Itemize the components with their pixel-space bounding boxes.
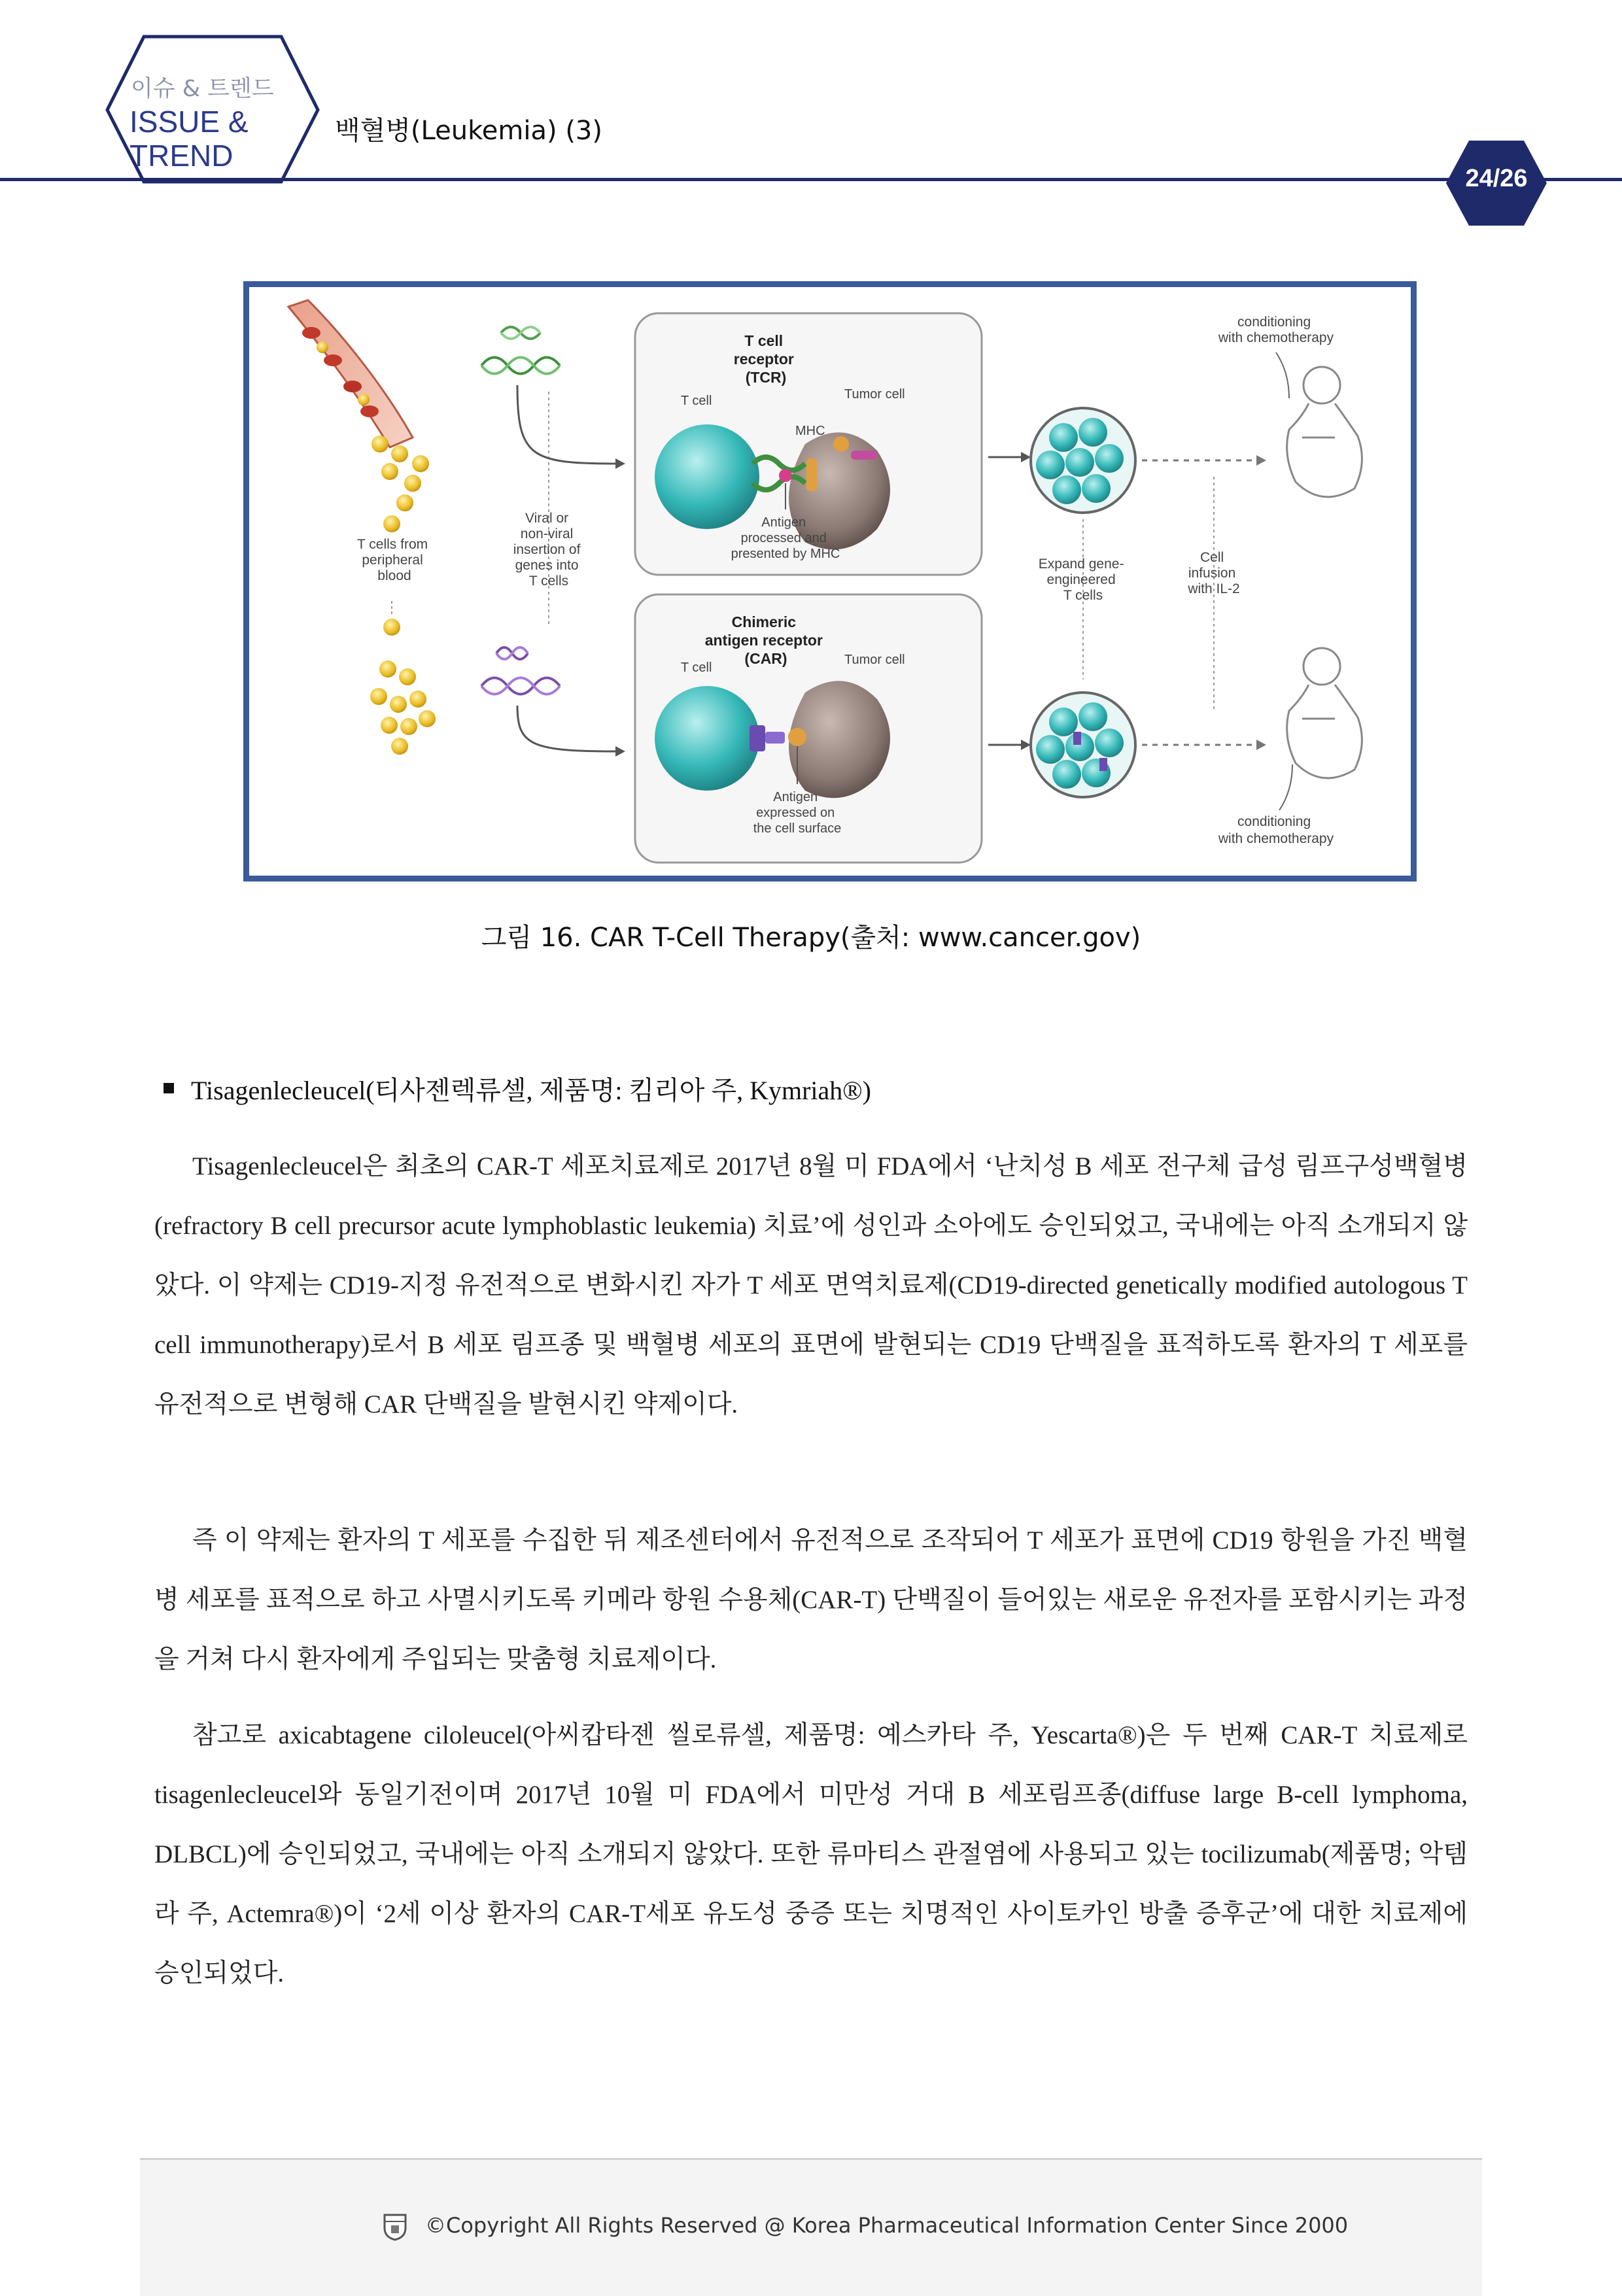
- tcells-blood-label: T cells from peripheral blood: [357, 537, 428, 583]
- issue-en-line2: TREND: [129, 139, 233, 173]
- kpic-shield-icon: [382, 2212, 408, 2241]
- tcells-from-blood-icon: [370, 436, 436, 755]
- paragraph-2-text: 즉 이 약제는 환자의 T 세포를 수집한 뒤 제조센터에서 유전적으로 조작되어 T 세포가 표면에 CD19 항원을 가진 백혈병 세포를 표적으로 하고 사멸시키도록 키메라 항원 수용체(CAR-T) 단백질이 들어있는 새로운 유전자를 포함시키는 과정을 거쳐 다시 환자에게 주입되는 맞춤형 치료제이다.: [154, 1526, 1468, 1673]
- issue-kor-label: 이슈 & 트렌드: [131, 76, 274, 102]
- section-bullet-heading: Tisagenlecleucel(티사젠렉류셀, 제품명: 킴리아 주, Kymriah®): [191, 1076, 871, 1105]
- mhc-label: MHC: [795, 424, 825, 438]
- paragraph-3: [154, 1705, 1468, 2003]
- antigen-mhc-label: Antigen processed and presented by MHC: [731, 515, 840, 561]
- expand-label: Expand gene- engineered T cells: [1038, 557, 1124, 603]
- paragraph-2: [154, 1511, 1468, 1689]
- conditioning-bottom-label: conditioning with chemotherapy: [1218, 814, 1334, 846]
- figure-caption: 그림 16. CAR T-Cell Therapy(출처: www.cancer.gov): [481, 923, 1141, 953]
- tcr-title-label: T cell receptor (TCR): [733, 332, 794, 386]
- header-rule: [0, 178, 1622, 181]
- issue-en-label: [129, 105, 249, 173]
- antigen-surface-label: Antigen expressed on the cell surface: [753, 790, 842, 836]
- car-title-label: Chimeric antigen receptor (CAR): [704, 613, 823, 667]
- dna-helix-bottom-icon: [481, 647, 560, 694]
- car-tumor-label: Tumor cell: [844, 653, 905, 667]
- paragraph-1-text: Tisagenlecleucel은 최초의 CAR-T 세포치료제로 2017년 8월 미 FDA에서 ‘난치성 B 세포 전구체 급성 림프구성백혈병(refractory B cell precursor acute lymphoblastic leukemia) 치료’에 성인과 소아에도 승인되었고, 국내에는 아직 소개되지 않았다. 이 약제는 CD19-지정 유전적으로 변화시킨 자가 T 세포 면역치료제(CD19-directed genetically modified autologous T cell immunotherapy)로서 B 세포 림프종 및 백혈병 세포의 표면에 발현되는 CD19 단백질을 표적하도록 환자의 T 세포를 유전적으로 변형해 CAR 단백질을 발현시킨 약제이다.: [154, 1152, 1468, 1418]
- footer-copyright: ©Copyright All Rights Reserved @ Korea Pharmaceutical Information Center Since 2000: [425, 2213, 1349, 2238]
- conditioning-top-label: conditioning with chemotherapy: [1218, 315, 1334, 345]
- viral-insertion-label: Viral or non-viral insertion of genes into T cells: [513, 511, 581, 589]
- page-number: 24/26: [1465, 165, 1528, 192]
- expanded-tcells-top-icon: [1031, 408, 1135, 513]
- figure-illustration: [249, 287, 1411, 876]
- car-t-therapy-figure: [243, 281, 1417, 882]
- patient-top-icon: [1287, 367, 1362, 497]
- tcr-tcell-label: T cell: [681, 394, 712, 408]
- paragraph-1: [154, 1137, 1468, 1434]
- tcr-tumor-label: Tumor cell: [844, 387, 905, 402]
- tcr-tcell-icon: [655, 424, 759, 529]
- bullet-marker: [164, 1083, 174, 1093]
- car-tcell-label: T cell: [681, 660, 712, 675]
- car-tcell-icon: [655, 686, 759, 791]
- issue-en-line1: ISSUE &: [129, 105, 249, 139]
- blood-vessel: [288, 300, 413, 447]
- document-title: 백혈병(Leukemia) (3): [335, 116, 602, 146]
- dna-helix-top-icon: [481, 327, 560, 374]
- patient-bottom-icon: [1287, 648, 1362, 778]
- paragraph-3-text: 참고로 axicabtagene ciloleucel(아씨캅타젠 씰로류셀, 제품명: 예스카타 주, Yescarta®)은 두 번째 CAR-T 치료제로 tisagenlecleucel와 동일기전이며 2017년 10월 미 FDA에서 미만성 거대 B 세포림프종(diffuse large B-cell lymphoma, DLBCL)에 승인되었고, 국내에는 아직 소개되지 않았다. 또한 류마티스 관절염에 사용되고 있는 tocilizumab(제품명; 악템라 주, Actemra®)이 ‘2세 이상 환자의 CAR-T세포 유도성 중증 또는 치명적인 사이토카인 방출 증후군’에 대한 치료제에 승인되었다.: [154, 1721, 1468, 1987]
- infusion-label: Cell infusion with IL-2: [1188, 550, 1240, 596]
- expanded-tcells-bottom-icon: [1031, 693, 1135, 797]
